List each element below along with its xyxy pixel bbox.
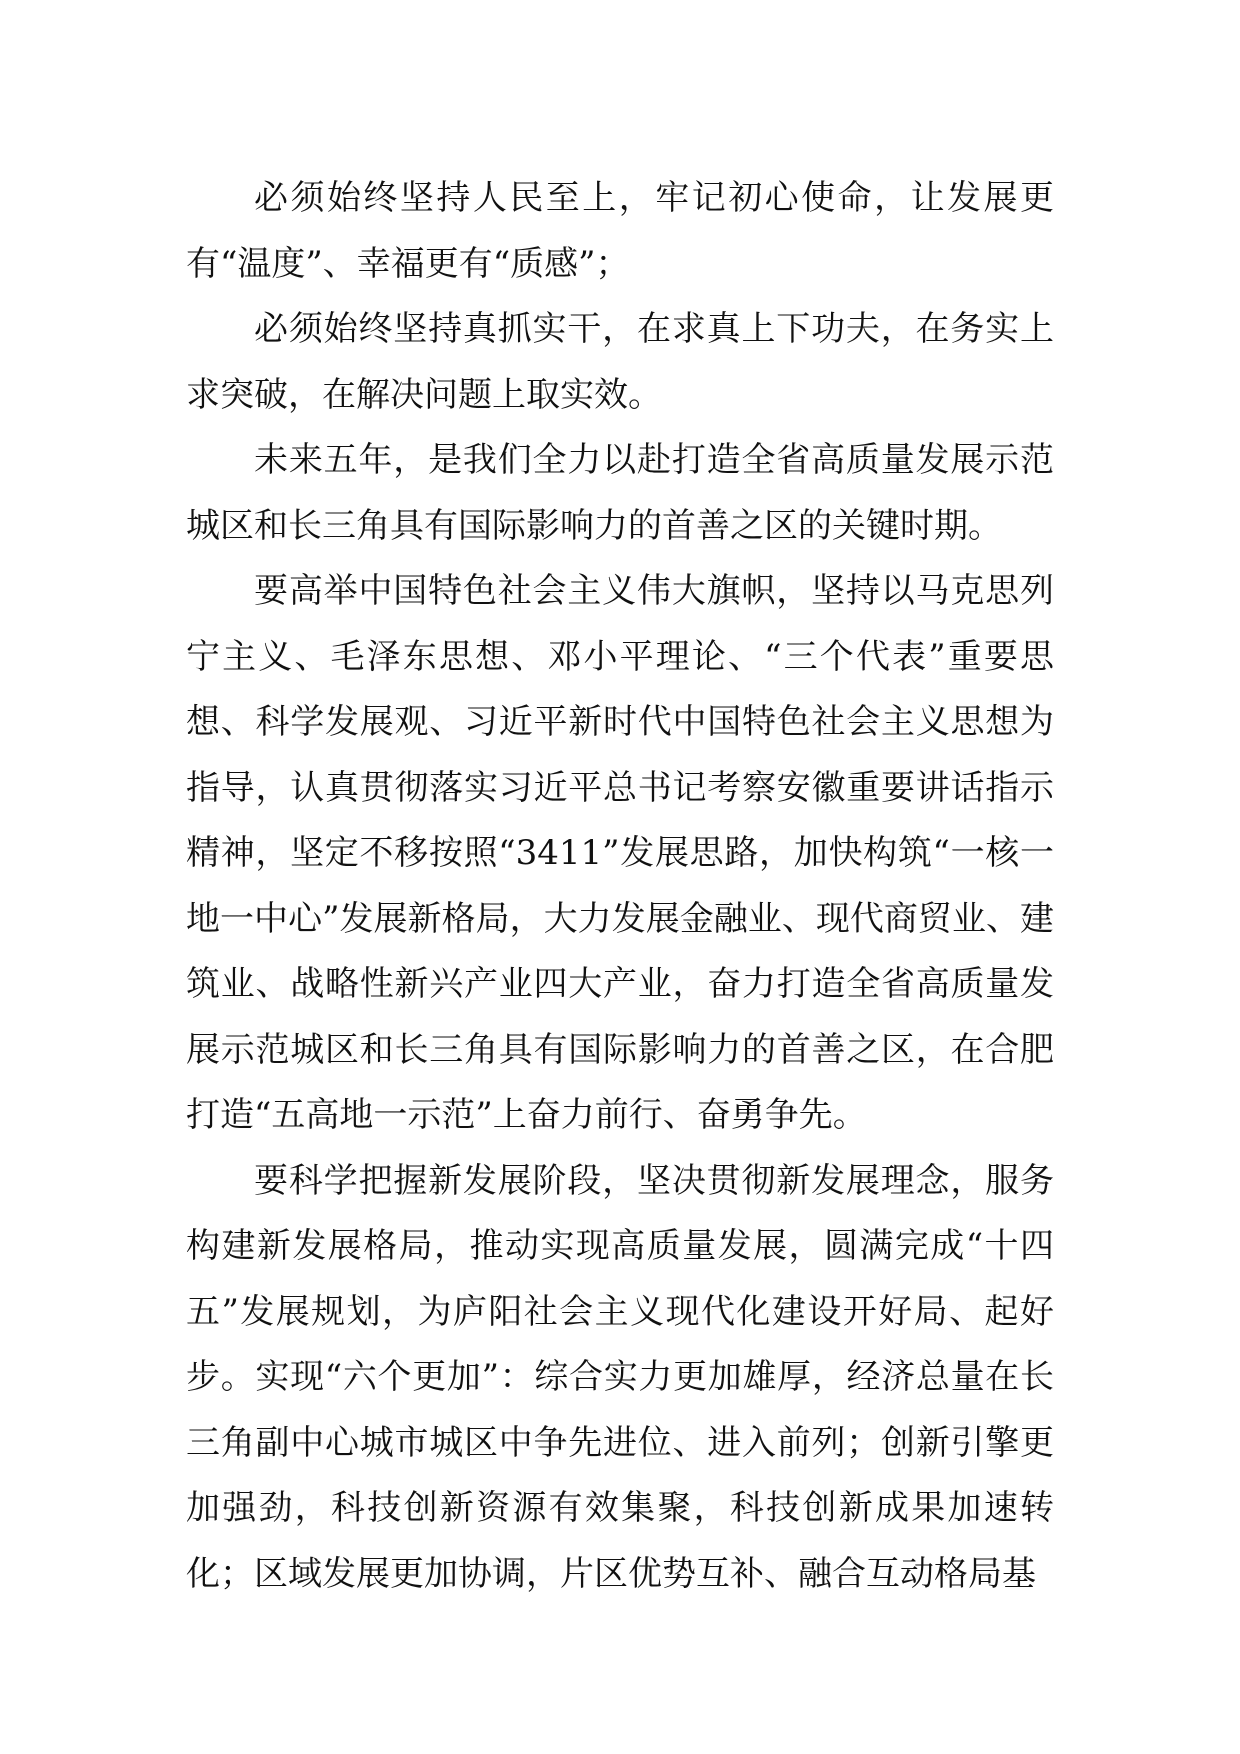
- document-body: [186, 166, 1054, 1607]
- paragraph-next-five-years: 未来五年，是我们全力以赴打造全省高质量发展示范城区和长三角具有国际影响力的首善之区的关键时期。: [186, 440, 1054, 546]
- paragraph-practical-work: 必须始终坚持真抓实干，在求真上下功夫，在务实上求突破，在解决问题上取实效。: [186, 309, 1054, 415]
- paragraph-people-first: 必须始终坚持人民至上，牢记初心使命，让发展更有“温度”、幸福更有“质感”；: [186, 178, 1054, 284]
- paragraph-development-goals: 要科学把握新发展阶段，坚决贯彻新发展理念，服务构建新发展格局，推动实现高质量发展，圆满完成“十四五”发展规划，为庐阳社会主义现代化建设开好局、起好步。实现“六个更加”：综合实力更加雄厚，经济总量在长三角副中心城市城区中争先进位、进入前列；创新引擎更加强劲，科技创新资源有效集聚，科技创新成果加速转化；区域发展更加协调，片区优势互补、融合互动格局基: [186, 1160, 1054, 1594]
- paragraph-guiding-thought: 要高举中国特色社会主义伟大旗帜，坚持以马克思列宁主义、毛泽东思想、邓小平理论、“三个代表”重要思想、科学发展观、习近平新时代中国特色社会主义思想为指导，认真贯彻落实习近平总书记考察安徽重要讲话指示精神，坚定不移按照“3411”发展思路，加快构筑“一核一地一中心”发展新格局，大力发展金融业、现代商贸业、建筑业、战略性新兴产业四大产业，奋力打造全省高质量发展示范城区和长三角具有国际影响力的首善之区，在合肥打造“五高地一示范”上奋力前行、奋勇争先。: [186, 571, 1054, 1135]
